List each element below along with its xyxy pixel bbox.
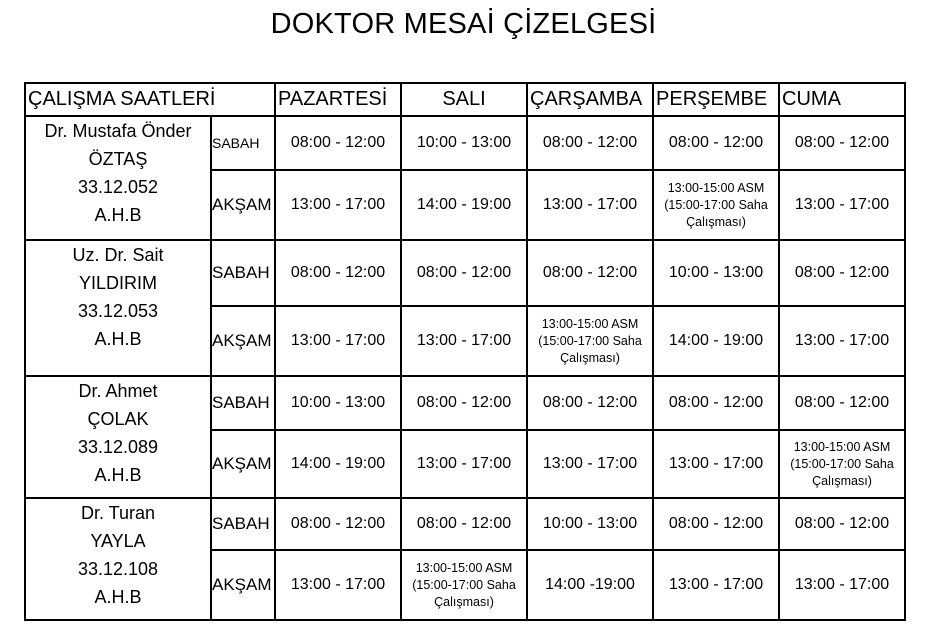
doctor-name-line: Uz. Dr. Sait xyxy=(72,245,164,265)
doctor-code: 33.12.053 xyxy=(77,301,159,321)
schedule-cell: 14:00 - 19:00 xyxy=(275,430,401,498)
schedule-cell: 10:00 - 13:00 xyxy=(275,376,401,430)
shift-label-aksam: AKŞAM xyxy=(211,550,275,620)
schedule-cell: 13:00 - 17:00 xyxy=(275,170,401,240)
schedule-cell: 14:00 - 19:00 xyxy=(653,306,779,376)
page-title: DOKTOR MESAİ ÇİZELGESİ xyxy=(270,8,657,40)
schedule-cell-note xyxy=(779,430,905,498)
schedule-cell: 13:00 - 17:00 xyxy=(401,430,527,498)
schedule-cell: 13:00 - 17:00 xyxy=(779,306,905,376)
shift-label-sabah: SABAH xyxy=(211,116,275,170)
shift-label-aksam: AKŞAM xyxy=(211,306,275,376)
doctor-row-sabah xyxy=(25,116,905,170)
schedule-cell: 08:00 - 12:00 xyxy=(653,376,779,430)
shift-label-aksam: AKŞAM xyxy=(211,170,275,240)
doctor-name-line: YILDIRIM xyxy=(78,273,157,293)
schedule-cell: 08:00 - 12:00 xyxy=(653,498,779,550)
header-day: CUMA xyxy=(779,83,905,116)
header-row xyxy=(25,83,905,116)
doctor-code: 33.12.052 xyxy=(77,177,159,197)
schedule-cell: 08:00 - 12:00 xyxy=(653,116,779,170)
schedule-cell: 13:00 - 17:00 xyxy=(275,306,401,376)
schedule-cell: 13:00 - 17:00 xyxy=(401,306,527,376)
note-line: Çalışması) xyxy=(812,473,872,488)
shift-label-sabah: SABAH xyxy=(211,240,275,306)
doctor-code: 33.12.108 xyxy=(77,559,159,579)
doctor-info xyxy=(25,376,211,498)
note-line: Çalışması) xyxy=(560,350,620,365)
schedule-cell: 08:00 - 12:00 xyxy=(275,116,401,170)
shift-label-sabah: SABAH xyxy=(211,498,275,550)
schedule-cell: 13:00 - 17:00 xyxy=(653,430,779,498)
doctor-info xyxy=(25,498,211,620)
schedule-cell: 08:00 - 12:00 xyxy=(527,116,653,170)
note-line: Çalışması) xyxy=(686,214,746,229)
shift-label-aksam: AKŞAM xyxy=(211,430,275,498)
schedule-cell: 08:00 - 12:00 xyxy=(779,116,905,170)
schedule-cell: 13:00 - 17:00 xyxy=(275,550,401,620)
doctor-unit: A.H.B xyxy=(94,465,142,485)
note-line: (15:00-17:00 Saha xyxy=(412,577,516,592)
schedule-cell: 08:00 - 12:00 xyxy=(401,376,527,430)
note-line: 13:00-15:00 ASM xyxy=(541,316,639,331)
note-line: 13:00-15:00 ASM xyxy=(415,560,513,575)
doctor-name-line: Dr. Ahmet xyxy=(78,381,158,401)
doctor-unit: A.H.B xyxy=(94,205,142,225)
header-day: PAZARTESİ xyxy=(275,83,401,116)
schedule-cell: 08:00 - 12:00 xyxy=(527,240,653,306)
schedule-cell: 13:00 - 17:00 xyxy=(653,550,779,620)
doctor-unit: A.H.B xyxy=(94,329,142,349)
doctor-row-sabah xyxy=(25,240,905,306)
schedule-cell: 08:00 - 12:00 xyxy=(275,240,401,306)
schedule-cell: 14:00 - 19:00 xyxy=(401,170,527,240)
header-day: SALI xyxy=(401,83,527,116)
doctor-name-line: Dr. Turan xyxy=(80,503,156,523)
doctor-name-line: ÖZTAŞ xyxy=(88,149,148,169)
doctor-info xyxy=(25,240,211,376)
schedule-cell: 08:00 - 12:00 xyxy=(401,240,527,306)
note-line: Çalışması) xyxy=(434,594,494,609)
doctor-row-sabah xyxy=(25,498,905,550)
header-day: ÇARŞAMBA xyxy=(527,83,653,116)
schedule-cell: 08:00 - 12:00 xyxy=(527,376,653,430)
doctor-name-line: ÇOLAK xyxy=(87,409,149,429)
doctor-row-sabah xyxy=(25,376,905,430)
doctor-name-line: YAYLA xyxy=(90,531,146,551)
note-line: 13:00-15:00 ASM xyxy=(793,439,891,454)
schedule-cell: 10:00 - 13:00 xyxy=(527,498,653,550)
header-day: PERŞEMBE xyxy=(653,83,779,116)
note-line: 13:00-15:00 ASM xyxy=(667,180,765,195)
schedule-cell: 13:00 - 17:00 xyxy=(527,170,653,240)
schedule-cell: 08:00 - 12:00 xyxy=(275,498,401,550)
schedule-body xyxy=(25,116,905,620)
schedule-cell: 10:00 - 13:00 xyxy=(653,240,779,306)
schedule-cell: 10:00 - 13:00 xyxy=(401,116,527,170)
note-line: (15:00-17:00 Saha xyxy=(664,197,768,212)
doctor-unit: A.H.B xyxy=(94,587,142,607)
shift-label-sabah: SABAH xyxy=(211,376,275,430)
doctor-info xyxy=(25,116,211,240)
schedule-cell: 14:00 -19:00 xyxy=(527,550,653,620)
schedule-cell-note xyxy=(401,550,527,620)
schedule-cell: 08:00 - 12:00 xyxy=(779,240,905,306)
schedule-cell: 08:00 - 12:00 xyxy=(401,498,527,550)
doctor-name-line: Dr. Mustafa Önder xyxy=(44,121,192,141)
schedule-cell: 13:00 - 17:00 xyxy=(779,550,905,620)
schedule-cell-note xyxy=(653,170,779,240)
schedule-cell: 13:00 - 17:00 xyxy=(527,430,653,498)
schedule-cell-note xyxy=(527,306,653,376)
header-hours: ÇALIŞMA SAATLERİ xyxy=(25,83,275,116)
schedule-cell: 13:00 - 17:00 xyxy=(779,170,905,240)
schedule-cell: 08:00 - 12:00 xyxy=(779,498,905,550)
schedule-cell: 08:00 - 12:00 xyxy=(779,376,905,430)
schedule-table xyxy=(24,82,906,621)
doctor-code: 33.12.089 xyxy=(77,437,159,457)
note-line: (15:00-17:00 Saha xyxy=(538,333,642,348)
note-line: (15:00-17:00 Saha xyxy=(790,456,894,471)
